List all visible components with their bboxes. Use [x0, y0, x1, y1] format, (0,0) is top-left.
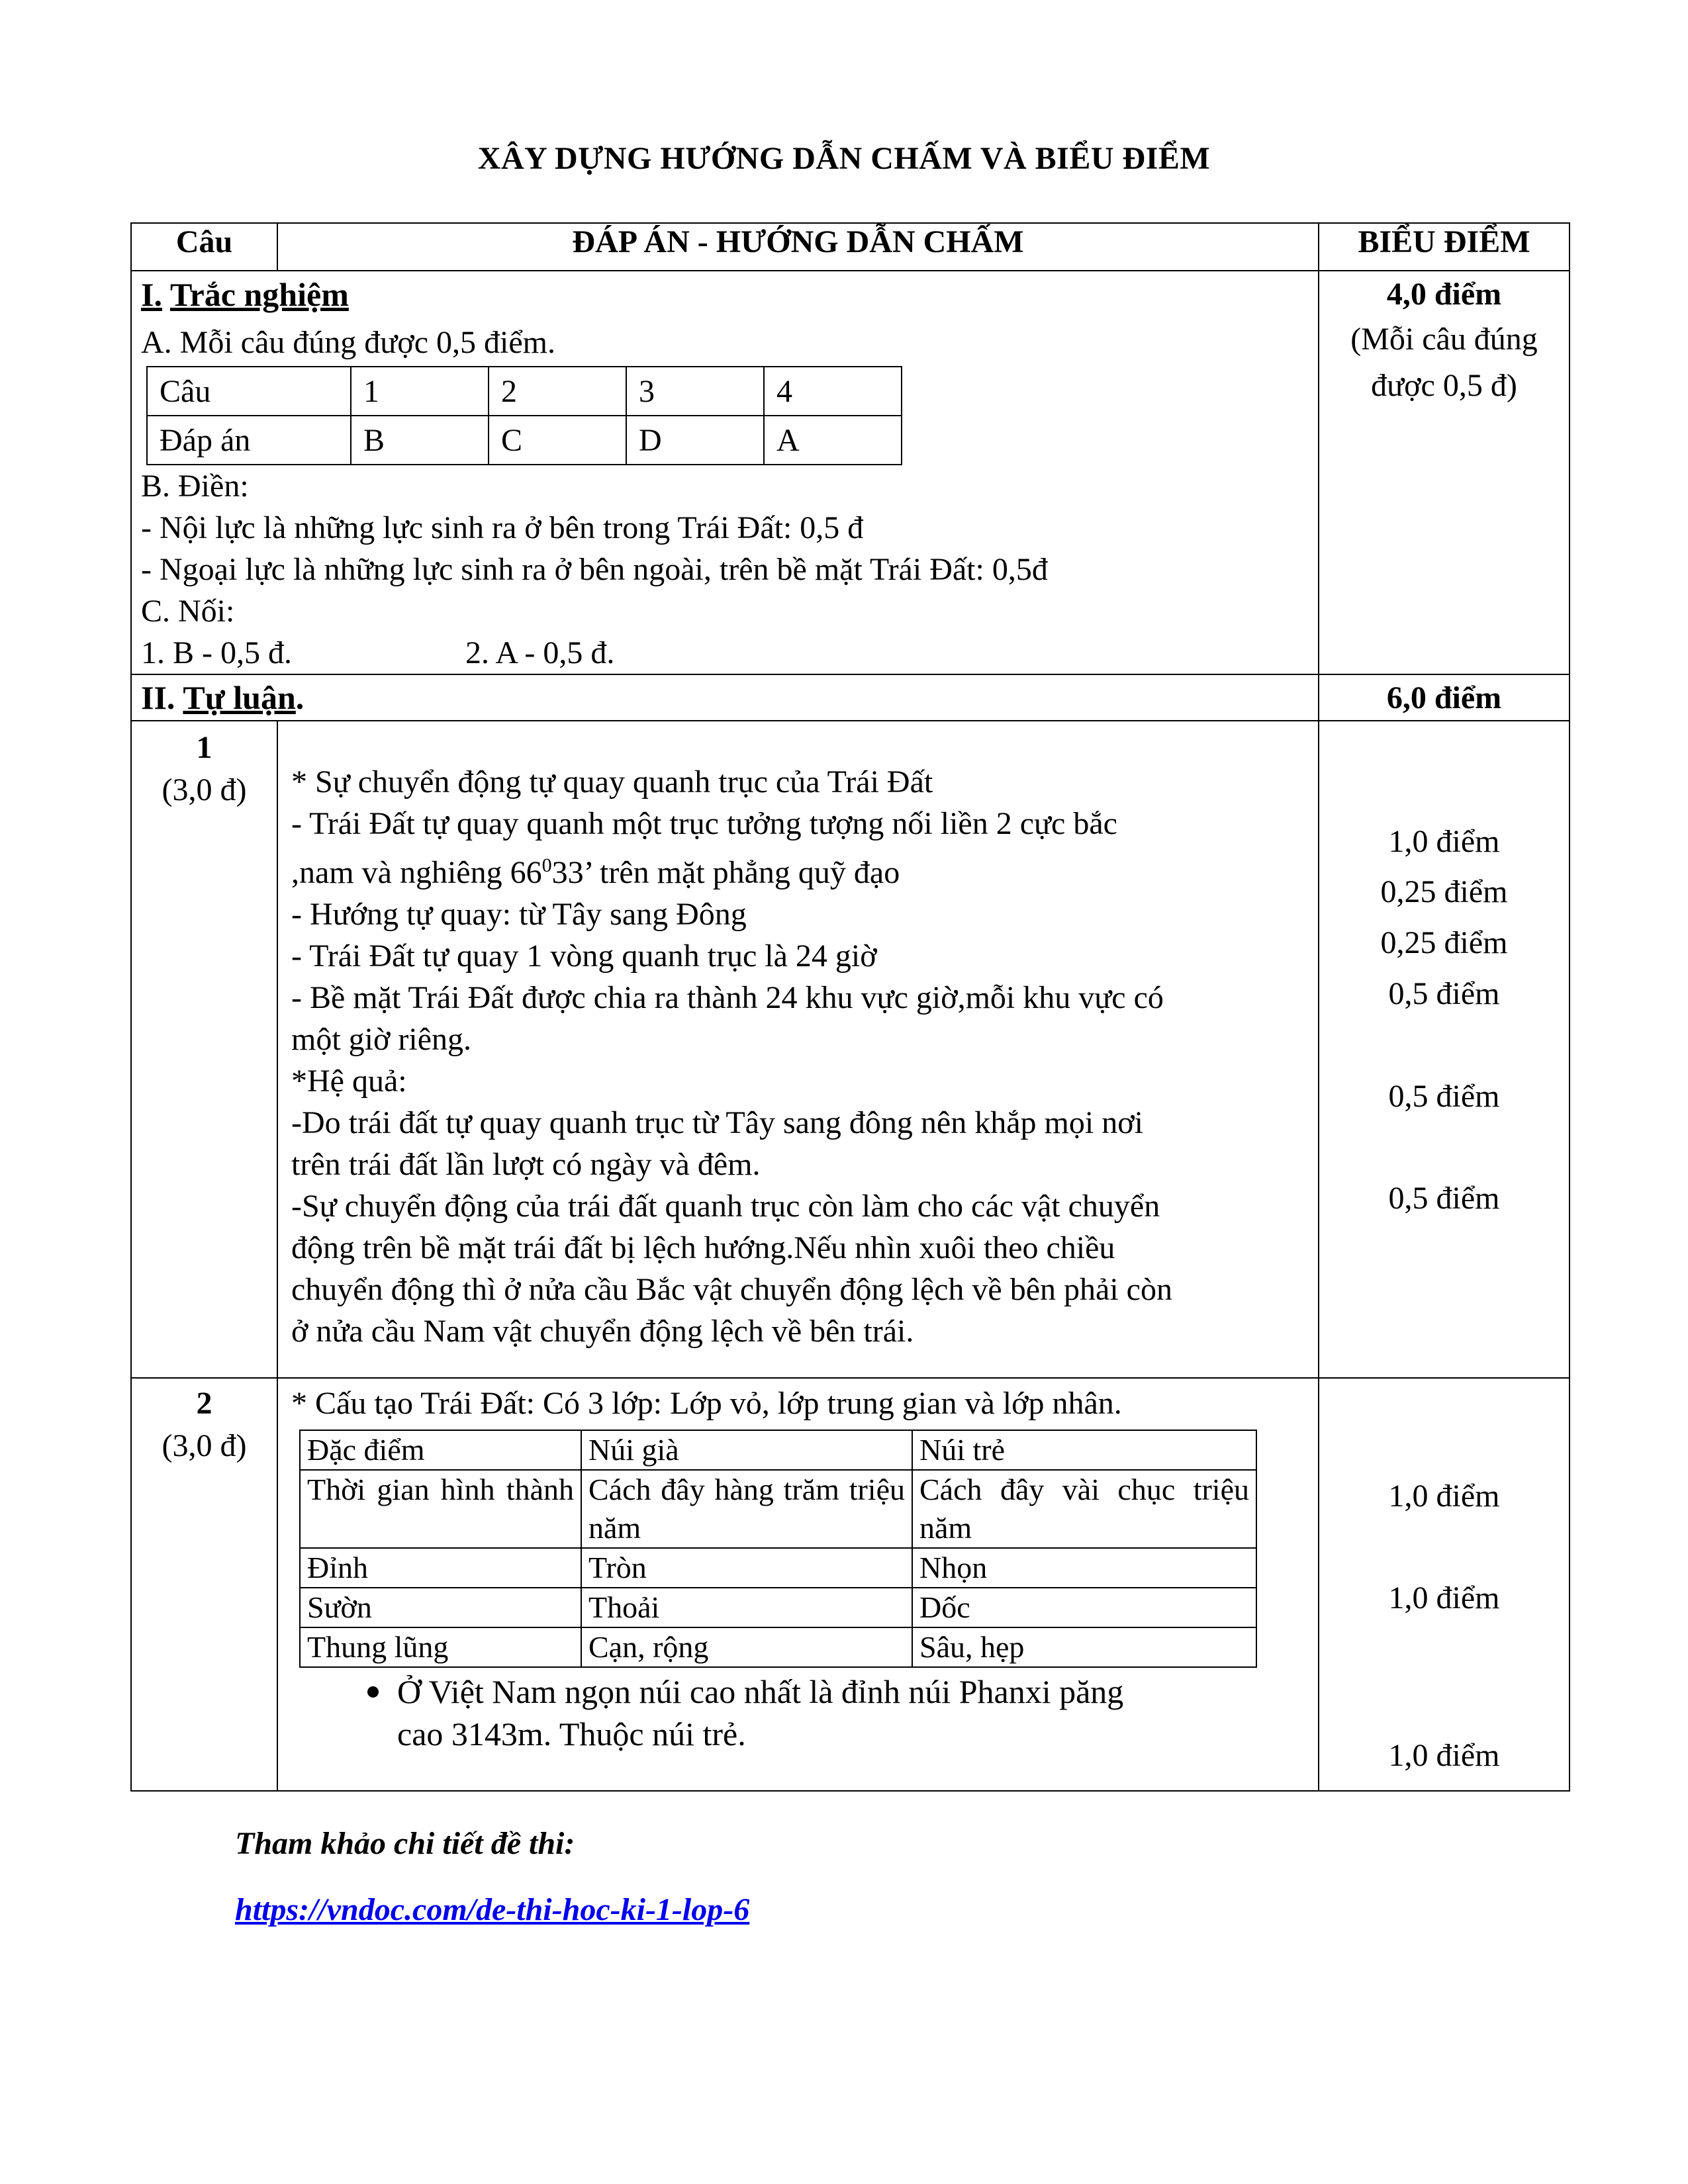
- mountain-table-row: [300, 1588, 1256, 1627]
- q1-line: trên trái đất lần lượt có ngày và đêm.: [291, 1147, 761, 1182]
- mountain-table-cell: Núi già: [581, 1430, 912, 1470]
- q1-line: -Sự chuyển động của trái đất quanh trục còn làm cho các vật chuyển: [291, 1189, 1160, 1224]
- q1-score: 0,25 điểm: [1380, 925, 1508, 960]
- question1-number-cell: [131, 721, 277, 1378]
- question2-number-cell: [131, 1378, 277, 1791]
- answer-key-table: [146, 366, 902, 465]
- mountain-table-row: [300, 1627, 1256, 1667]
- part1-b-line2: - Ngoại lực là những lực sinh ra ở bên ngoài, trên bề mặt Trái Đất: 0,5đ: [141, 552, 1048, 587]
- header-score: BIỂU ĐIỂM: [1319, 223, 1570, 271]
- q2-intro: * Cấu tạo Trái Đất: Có 3 lớp: Lớp vỏ, lớp trung gian và lớp nhân.: [291, 1386, 1122, 1421]
- q1-score: 0,25 điểm: [1380, 874, 1508, 909]
- question2-scores: [1319, 1378, 1570, 1791]
- answer-key-cell: Câu: [147, 367, 351, 416]
- q1-line: -Do trái đất tự quay quanh trục từ Tây sang đông nên khắp mọi nơi: [291, 1105, 1143, 1140]
- grading-table: [130, 222, 1570, 1792]
- answer-key-cell: D: [626, 416, 764, 465]
- part2-row: [131, 674, 1570, 721]
- answer-key-cell: 3: [626, 367, 764, 416]
- part1-score-note-1: (Mỗi câu đúng: [1350, 322, 1538, 357]
- part1-score-total: 4,0 điểm: [1386, 277, 1502, 312]
- q2-bullet-line1: Ở Việt Nam ngọn núi cao nhất là đỉnh núi Phanxi păng: [397, 1673, 1124, 1710]
- mountain-table-cell: Thoải: [581, 1588, 912, 1627]
- q1-score: 0,5 điểm: [1388, 1079, 1500, 1114]
- part1-a-text: A. Mỗi câu đúng được 0,5 điểm.: [141, 325, 555, 360]
- mountain-table-cell: Dốc: [912, 1588, 1256, 1627]
- part1-c-text: C. Nối:: [141, 594, 235, 629]
- mountain-table-cell: Núi trẻ: [912, 1430, 1256, 1470]
- mountain-table-cell: Cách đây hàng trăm triệu năm: [581, 1470, 912, 1548]
- answer-key-cell: 2: [489, 367, 626, 416]
- part1-content: [131, 271, 1319, 674]
- q1-line: - Bề mặt Trái Đất được chia ra thành 24 khu vực giờ,mỗi khu vực có: [291, 980, 1164, 1015]
- mountain-table-cell: Thời gian hình thành: [300, 1470, 581, 1548]
- mountain-table-header: [300, 1430, 1256, 1470]
- mountain-table-row: [300, 1548, 1256, 1588]
- q1-line-part: ,nam và nghiêng 66: [291, 855, 542, 890]
- question2-row: [131, 1378, 1570, 1791]
- q2-bullet-line2: cao 3143m. Thuộc núi trẻ.: [397, 1715, 746, 1752]
- bullet-dot-icon: [367, 1686, 379, 1698]
- header-question: Câu: [131, 223, 277, 271]
- q1-superscript: 0: [541, 854, 552, 876]
- part2-roman: II.: [141, 679, 175, 716]
- question2-number: 2: [196, 1386, 212, 1421]
- mountain-table-cell: Đỉnh: [300, 1548, 581, 1588]
- q1-line: ở nửa cầu Nam vật chuyển động lệch về bên trái.: [291, 1314, 914, 1349]
- question1-points: (3,0 đ): [162, 772, 247, 807]
- part1-title: Trắc nghiệm: [169, 276, 349, 313]
- q1-line: - Trái Đất tự quay quanh một trục tưởng tượng nối liền 2 cực bắc: [291, 806, 1117, 841]
- document-title: XÂY DỰNG HƯỚNG DẪN CHẤM VÀ BIỂU ĐIỂM: [477, 141, 1211, 176]
- mountain-table-cell: Sườn: [300, 1588, 581, 1627]
- grading-table-header: [131, 223, 1570, 271]
- part1-c-answer-2: 2. A - 0,5 đ.: [465, 635, 615, 670]
- q1-score: 1,0 điểm: [1388, 824, 1500, 859]
- part1-c-answers: [141, 632, 1309, 674]
- q1-line: một giờ riêng.: [291, 1022, 472, 1057]
- q1-line-part: 33’ trên mặt phẳng quỹ đạo: [551, 855, 900, 890]
- q1-score: 0,5 điểm: [1388, 976, 1500, 1011]
- mountain-table-cell: Thung lũng: [300, 1627, 581, 1667]
- part2-title: Tự luận: [183, 679, 296, 716]
- q1-line: [291, 844, 1309, 893]
- part1-row: [131, 271, 1570, 674]
- header-answer-guide: ĐÁP ÁN - HƯỚNG DẪN CHẤM: [277, 223, 1319, 271]
- part1-b-text: B. Điền:: [141, 469, 249, 504]
- part1-score-note-2: được 0,5 đ): [1371, 368, 1517, 403]
- q2-score: 1,0 điểm: [1388, 1580, 1500, 1615]
- question1-row: [131, 721, 1570, 1378]
- mountain-table-cell: Đặc điểm: [300, 1430, 581, 1470]
- answer-key-cell: C: [489, 416, 626, 465]
- reference-label: Tham khảo chi tiết đề thi:: [235, 1826, 575, 1861]
- question1-answer: [277, 721, 1319, 1378]
- answer-key-cell: Đáp án: [147, 416, 351, 465]
- part1-b-line1: - Nội lực là những lực sinh ra ở bên trong Trái Đất: 0,5 đ: [141, 510, 864, 545]
- q2-bullet: [291, 1670, 1309, 1755]
- q1-line: động trên bề mặt trái đất bị lệch hướng.Nếu nhìn xuôi theo chiều: [291, 1230, 1115, 1265]
- q2-score: 1,0 điểm: [1388, 1479, 1500, 1514]
- answer-key-cell: A: [764, 416, 902, 465]
- mountain-table-cell: Cách đây vài chục triệu năm: [912, 1470, 1256, 1548]
- part1-roman: I.: [141, 276, 162, 313]
- mountain-table-cell: Cạn, rộng: [581, 1627, 912, 1667]
- answer-key-row-question: [147, 367, 902, 416]
- q2-score: 1,0 điểm: [1388, 1738, 1500, 1773]
- question2-points: (3,0 đ): [162, 1428, 247, 1463]
- q1-score: 0,5 điểm: [1388, 1181, 1500, 1216]
- question1-scores: [1319, 721, 1570, 1378]
- part1-score: [1319, 271, 1570, 674]
- part2-heading: [131, 674, 1319, 721]
- part2-score-total: 6,0 điểm: [1386, 680, 1502, 715]
- question1-number: 1: [196, 730, 212, 765]
- mountain-table-cell: Tròn: [581, 1548, 912, 1588]
- part2-score: [1319, 674, 1570, 721]
- part2-dot: .: [295, 679, 305, 716]
- answer-key-row-answer: [147, 416, 902, 465]
- q1-line: - Hướng tự quay: từ Tây sang Đông: [291, 897, 747, 932]
- question2-answer: [277, 1378, 1319, 1791]
- q1-line: chuyển động thì ở nửa cầu Bắc vật chuyển động lệch về bên phải còn: [291, 1272, 1172, 1307]
- answer-key-cell: 1: [351, 367, 489, 416]
- reference-link[interactable]: https://vndoc.com/de-thi-hoc-ki-1-lop-6: [235, 1892, 750, 1927]
- mountain-comparison-table: [299, 1430, 1257, 1668]
- q1-line: - Trái Đất tự quay 1 vòng quanh trục là 24 giờ: [291, 938, 877, 974]
- answer-key-cell: 4: [764, 367, 902, 416]
- part1-c-answer-1: 1. B - 0,5 đ.: [141, 635, 292, 670]
- mountain-table-cell: Sâu, hẹp: [912, 1627, 1256, 1667]
- mountain-table-cell: Nhọn: [912, 1548, 1256, 1588]
- q1-line: * Sự chuyển động tự quay quanh trục của Trái Đất: [291, 764, 933, 799]
- answer-key-cell: B: [351, 416, 489, 465]
- mountain-table-row: [300, 1470, 1256, 1548]
- q1-line: *Hệ quả:: [291, 1064, 407, 1099]
- part1-heading: [141, 273, 1309, 318]
